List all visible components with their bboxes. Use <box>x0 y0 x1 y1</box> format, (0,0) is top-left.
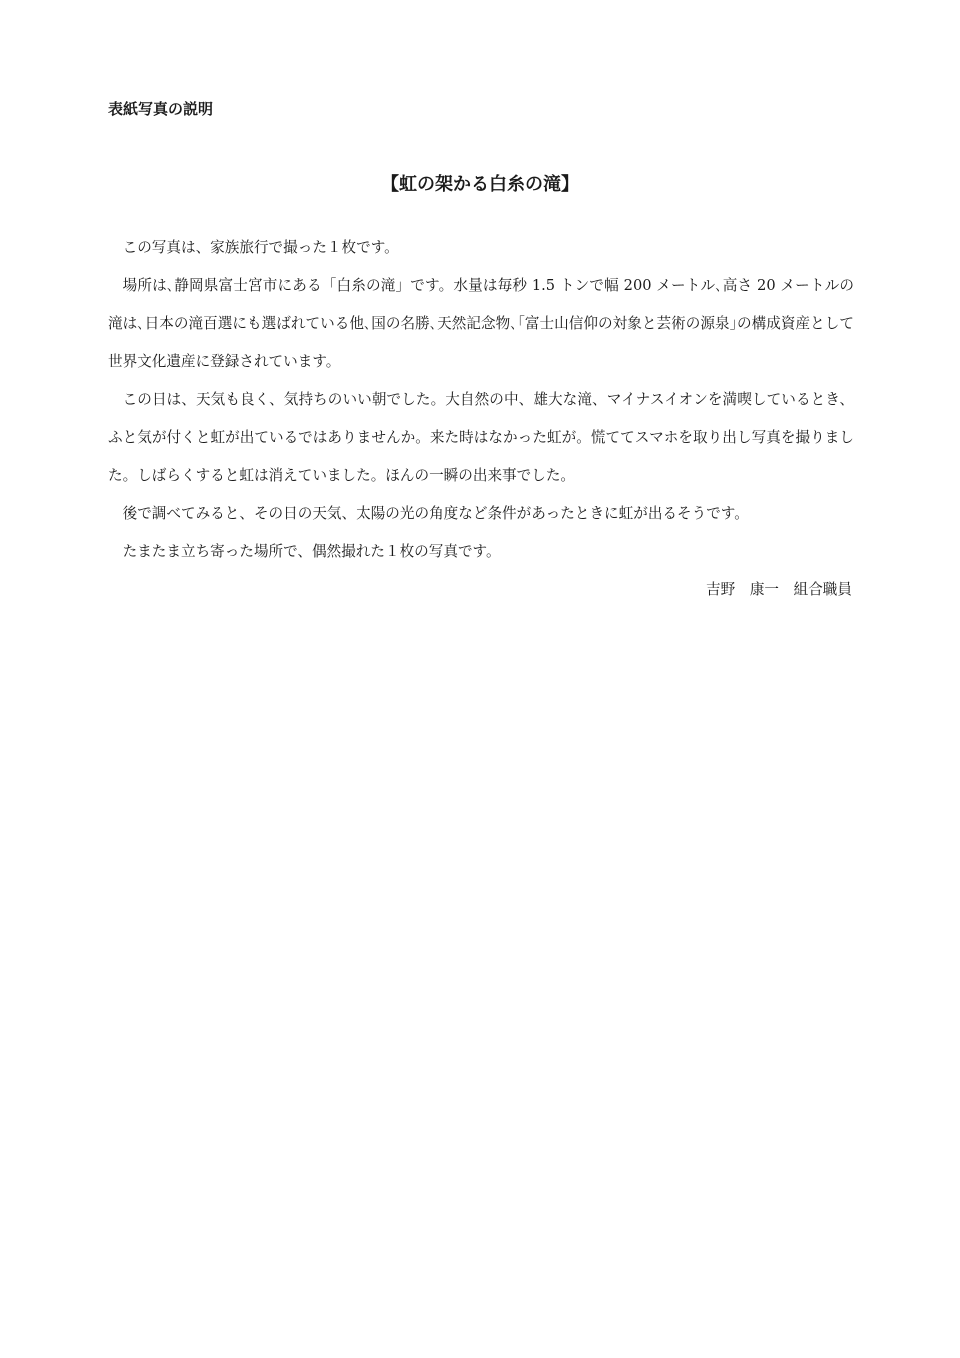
paragraph: 場所は､静岡県富士宮市にある「白糸の滝」です。水量は毎秒 1.5 トンで幅 200 メートル､高さ 20 メートルの滝は､日本の滝百選にも選ばれている他､国の名勝､天然記念物､｢富士山信仰の対象と芸術の源泉｣の構成資産として世界文化遺産に登録されています。 <box>108 277 854 370</box>
paragraph: この日は、天気も良く、気持ちのいい朝でした。大自然の中、雄大な滝、マイナスイオンを満喫しているとき、ふと気が付くと虹が出ているではありませんか。来た時はなかった虹が。慌ててスマホを取り出し写真を撮りました。しばらくすると虹は消えていました。ほんの一瞬の出来事でした。 <box>108 391 854 484</box>
section-heading: 表紙写真の説明 <box>108 100 214 118</box>
body-text <box>108 229 854 571</box>
author-signature: 吉野 康一 組合職員 <box>706 581 852 598</box>
paragraph: 後で調べてみると、その日の天気、太陽の光の角度など条件があったときに虹が出るそうです。 <box>122 505 749 522</box>
paragraph: この写真は、家族旅行で撮った１枚です。 <box>122 239 399 256</box>
document-title: 【虹の架かる白糸の滝】 <box>381 174 579 195</box>
paragraph: たまたま立ち寄った場所で、偶然撮れた１枚の写真です。 <box>122 543 501 560</box>
